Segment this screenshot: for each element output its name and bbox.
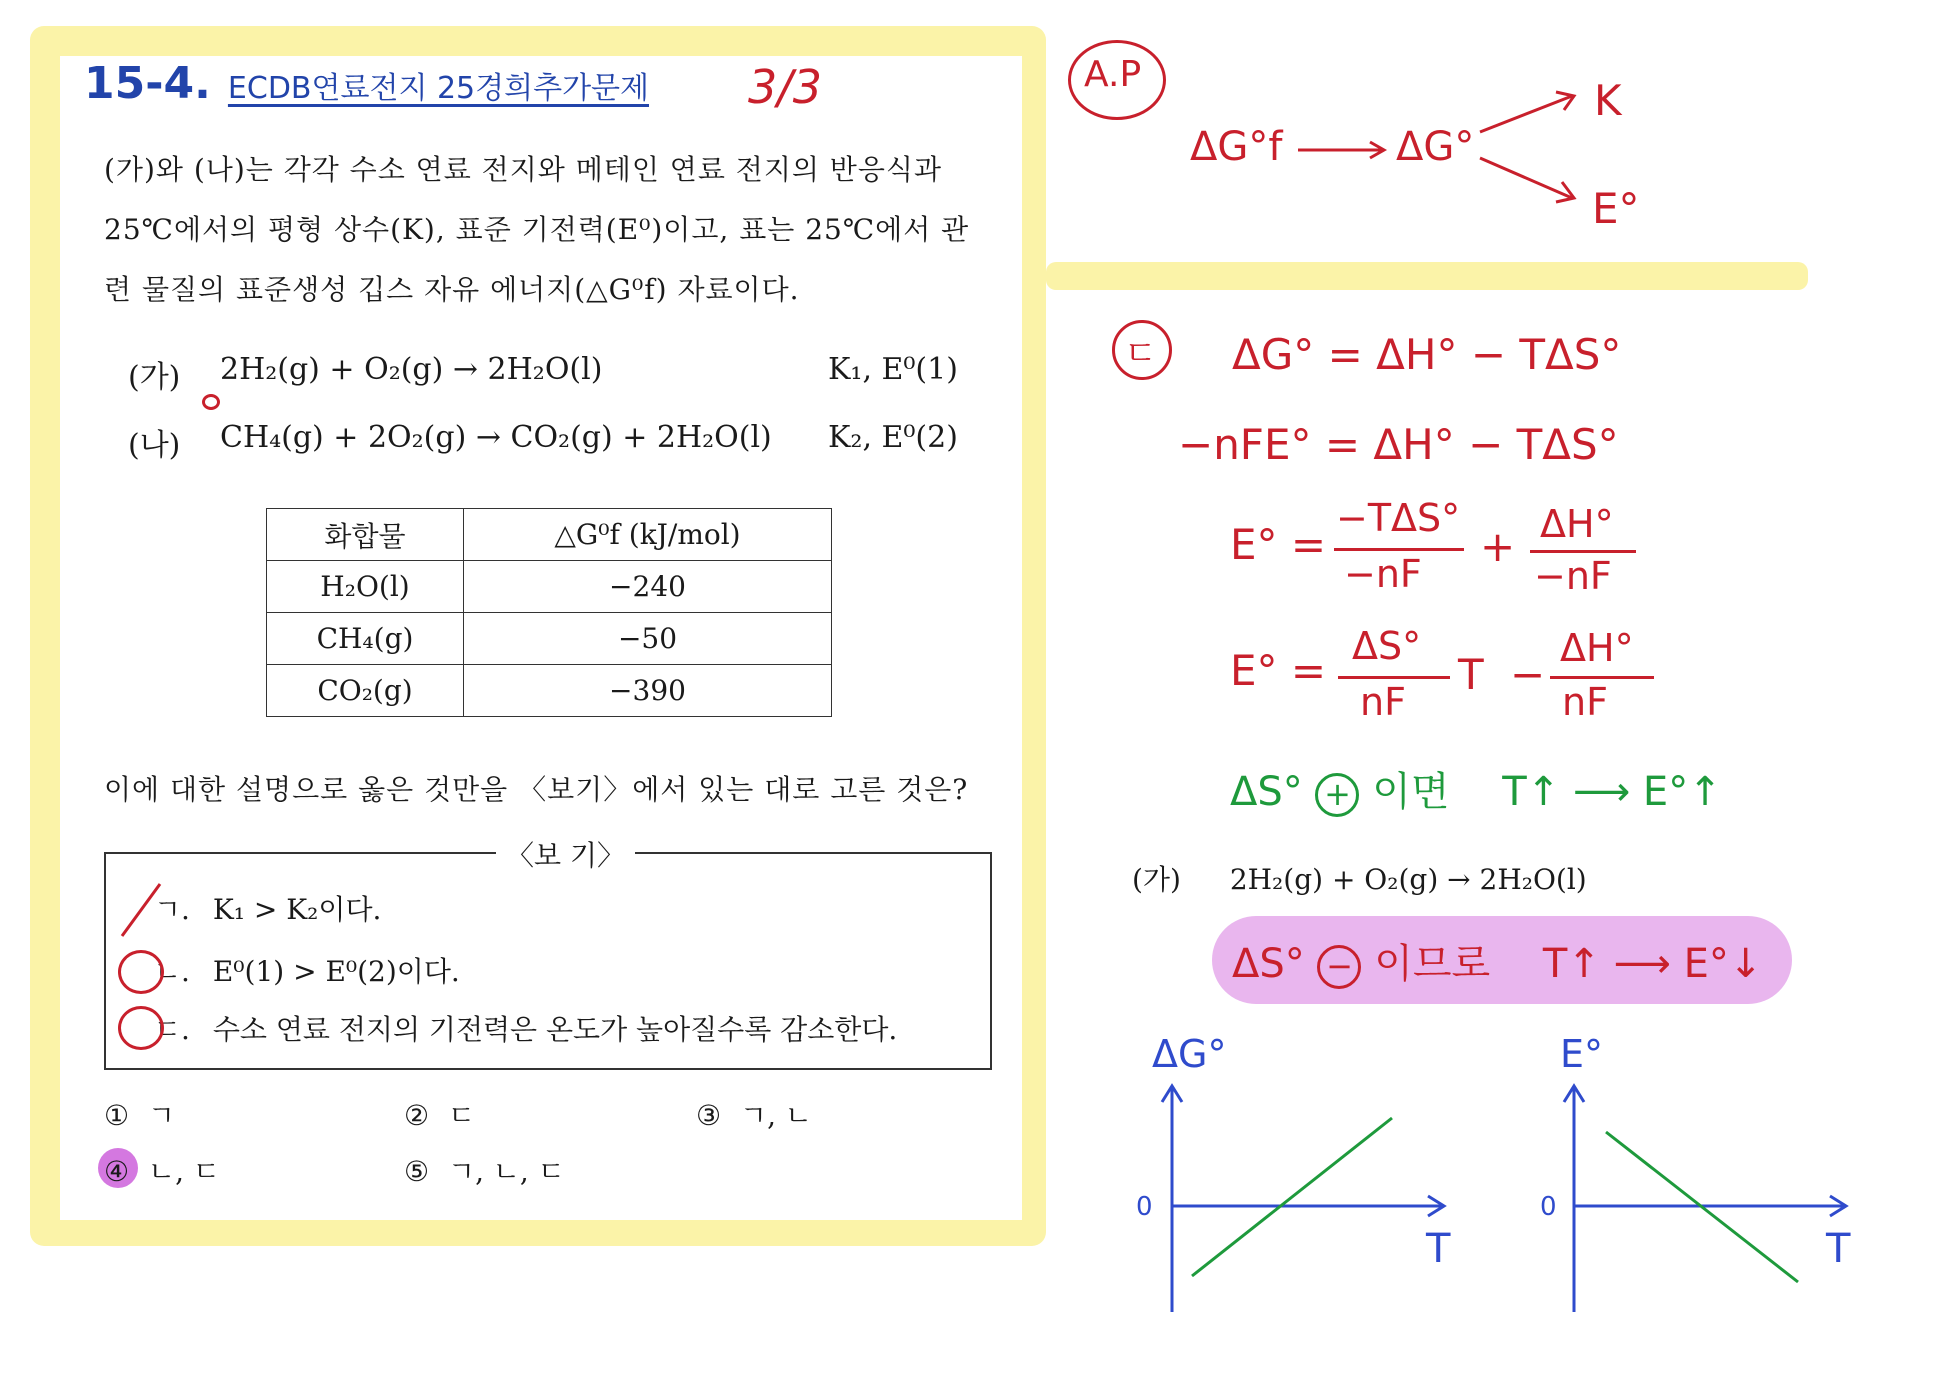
bogi-marker: ㄱ. bbox=[154, 893, 190, 926]
choice-text: ㄱ bbox=[148, 1099, 176, 1132]
pink-note-lhs: ΔS° bbox=[1232, 941, 1305, 987]
choice-number: ⑤ bbox=[404, 1155, 430, 1188]
flow-mid: ΔG° bbox=[1396, 124, 1475, 170]
choice-number: ③ bbox=[696, 1099, 722, 1132]
paragraph-line: 25℃에서의 평형 상수(K), 표준 기전력(E⁰)이고, 표는 25℃에서 관 bbox=[104, 213, 970, 246]
arrow-right-icon bbox=[1296, 140, 1392, 160]
paragraph-line: (가)와 (나)는 각각 수소 연료 전지와 메테인 연료 전지의 반응식과 bbox=[104, 153, 943, 186]
flow-top: K bbox=[1594, 76, 1622, 125]
choice-5[interactable] bbox=[404, 1150, 565, 1190]
green-note-lhs: ΔS° bbox=[1230, 769, 1303, 815]
ap-label: A.P bbox=[1084, 54, 1142, 95]
table-header: △G⁰f (kJ/mol) bbox=[464, 509, 832, 561]
fraction2-bar2 bbox=[1550, 676, 1654, 679]
choice-4[interactable] bbox=[104, 1150, 220, 1190]
fraction2-den2: nF bbox=[1562, 680, 1608, 724]
derivation-line-1: ΔG° = ΔH° − TΔS° bbox=[1232, 330, 1622, 379]
choice-text: ㄱ, ㄴ, ㄷ bbox=[448, 1155, 565, 1188]
question-text: 이에 대한 설명으로 옳은 것만을 〈보기〉에서 있는 대로 고른 것은? bbox=[104, 773, 969, 806]
fraction1-bar2 bbox=[1530, 550, 1636, 553]
pink-note-rhs: T↑ ⟶ E°↓ bbox=[1542, 941, 1763, 987]
table-cell: −390 bbox=[464, 665, 832, 717]
green-note-rhs: T↑ ⟶ E°↑ bbox=[1502, 769, 1722, 815]
strike-mark bbox=[118, 880, 168, 940]
fraction1-lhs: E° = bbox=[1230, 520, 1327, 569]
section-mark: ㄷ bbox=[1124, 334, 1157, 374]
green-note bbox=[1230, 760, 1722, 817]
page-mark: 3/3 bbox=[748, 60, 823, 114]
red-dot-mark bbox=[202, 394, 220, 410]
equation-constants: K₂, E⁰(2) bbox=[828, 420, 958, 455]
equation-body: 2H₂(g) + O₂(g) → 2H₂O(l) bbox=[220, 352, 603, 387]
graph1-origin: 0 bbox=[1136, 1192, 1153, 1222]
table-header-row bbox=[267, 509, 832, 561]
fraction2-den1: nF bbox=[1360, 680, 1406, 724]
bogi-text: 수소 연료 전지의 기전력은 온도가 높아질수록 감소한다. bbox=[212, 1013, 898, 1046]
equation-constants: K₁, E⁰(1) bbox=[828, 352, 958, 387]
choice-text: ㄴ, ㄷ bbox=[148, 1155, 220, 1188]
graph2-origin: 0 bbox=[1540, 1192, 1557, 1222]
problem-paragraph bbox=[104, 140, 1004, 320]
table-row bbox=[267, 665, 832, 717]
green-note-sign: + bbox=[1315, 773, 1359, 817]
fraction1-den1: −nF bbox=[1344, 552, 1422, 596]
divider-band bbox=[1046, 262, 1808, 290]
graph2-xlabel: T bbox=[1826, 1226, 1851, 1272]
problem-title bbox=[84, 58, 649, 118]
fraction1-num2: ΔH° bbox=[1540, 502, 1614, 546]
table-cell: CO₂(g) bbox=[267, 665, 464, 717]
choice-number: ④ bbox=[104, 1155, 130, 1188]
branch-arrows-icon bbox=[1476, 88, 1586, 208]
bogi-marker: ㄷ. bbox=[154, 1013, 190, 1046]
flow-bottom: E° bbox=[1592, 184, 1640, 233]
bogi-title: 〈보 기〉 bbox=[496, 834, 635, 874]
choice-number: ② bbox=[404, 1099, 430, 1132]
recall-equation bbox=[1132, 858, 1587, 898]
choice-1[interactable] bbox=[104, 1094, 175, 1134]
pink-note-word: 이므로 bbox=[1374, 941, 1491, 987]
choice-text: ㄱ, ㄴ bbox=[740, 1099, 812, 1132]
green-note-word: 이면 bbox=[1372, 769, 1450, 815]
fraction2-lhs: E° = bbox=[1230, 646, 1327, 695]
choice-3[interactable] bbox=[696, 1094, 812, 1134]
circle-mark-b bbox=[118, 950, 164, 994]
graph2-plot bbox=[1562, 1080, 1862, 1320]
paragraph-line: 련 물질의 표준생성 깁스 자유 에너지(△G⁰f) 자료이다. bbox=[104, 273, 800, 306]
pink-note-sign: − bbox=[1317, 945, 1361, 989]
fraction1-num1: −TΔS° bbox=[1336, 496, 1461, 540]
problem-title-text: ECDB연료전지 25경희추가문제 bbox=[227, 71, 650, 106]
table-cell: CH₄(g) bbox=[267, 613, 464, 665]
derivation-line-2: −nFE° = ΔH° − TΔS° bbox=[1178, 420, 1619, 469]
pink-note bbox=[1232, 932, 1762, 989]
bogi-item-b bbox=[154, 950, 460, 990]
table-cell: H₂O(l) bbox=[267, 561, 464, 613]
recall-equation-body: 2H₂(g) + O₂(g) → 2H₂O(l) bbox=[1229, 863, 1587, 896]
choice-number: ① bbox=[104, 1099, 130, 1132]
table-row bbox=[267, 613, 832, 665]
fraction2-bar1 bbox=[1338, 676, 1450, 679]
fraction2-mid: T bbox=[1458, 650, 1484, 699]
graph1-ylabel: ΔG° bbox=[1152, 1032, 1227, 1076]
bogi-item-a bbox=[154, 888, 381, 928]
bogi-box bbox=[104, 839, 992, 1070]
table-header: 화합물 bbox=[267, 509, 464, 561]
table-cell: −50 bbox=[464, 613, 832, 665]
table-row bbox=[267, 561, 832, 613]
graph1-plot bbox=[1160, 1080, 1460, 1320]
graph1-line bbox=[1192, 1118, 1392, 1276]
fraction1-bar1 bbox=[1334, 548, 1464, 551]
bogi-text: E⁰(1) > E⁰(2)이다. bbox=[212, 955, 460, 988]
equation-label: (가) bbox=[128, 360, 181, 395]
equation-label: (나) bbox=[128, 428, 181, 463]
fraction1-den2: −nF bbox=[1534, 554, 1612, 598]
circle-mark-c bbox=[118, 1006, 164, 1050]
table-cell: −240 bbox=[464, 561, 832, 613]
bogi-item-c bbox=[154, 1008, 897, 1048]
bogi-text: K₁ > K₂이다. bbox=[212, 893, 382, 926]
graph1-xlabel: T bbox=[1426, 1226, 1451, 1272]
choice-text: ㄷ bbox=[448, 1099, 476, 1132]
fraction2-num2: ΔH° bbox=[1560, 626, 1634, 670]
bogi-marker: ㄴ. bbox=[154, 955, 190, 988]
problem-number: 15-4. bbox=[84, 58, 211, 109]
equation-body: CH₄(g) + 2O₂(g) → CO₂(g) + 2H₂O(l) bbox=[220, 420, 772, 455]
fraction2-op: − bbox=[1510, 650, 1546, 699]
recall-equation-label: (가) bbox=[1132, 863, 1181, 896]
fraction2-num1: ΔS° bbox=[1352, 624, 1422, 668]
choice-2[interactable] bbox=[404, 1094, 475, 1134]
gibbs-energy-table bbox=[266, 508, 832, 717]
graph2-ylabel: E° bbox=[1560, 1032, 1604, 1076]
fraction1-op: + bbox=[1480, 522, 1516, 571]
flow-start: ΔG°f bbox=[1190, 124, 1283, 170]
